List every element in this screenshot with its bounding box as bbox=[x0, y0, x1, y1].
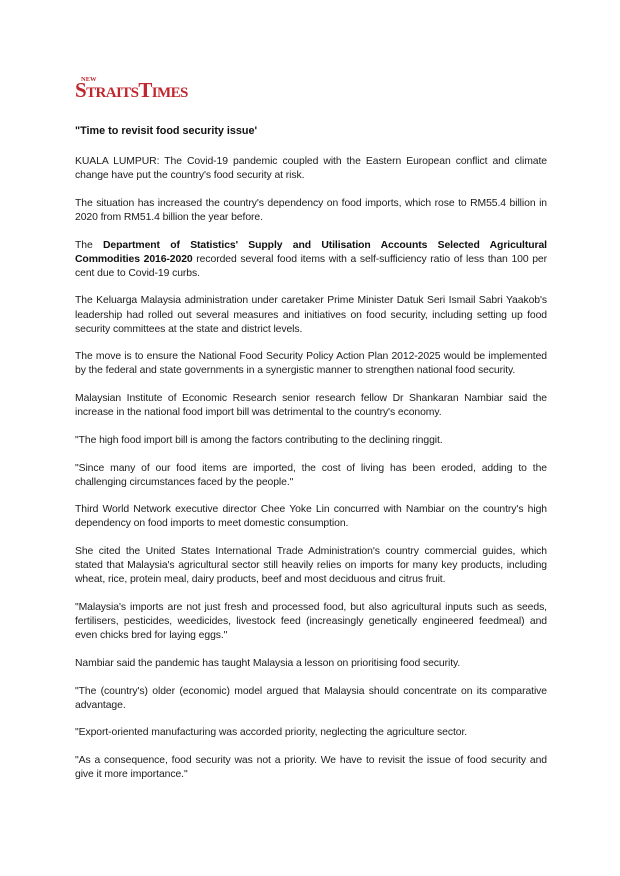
paragraph: "The high food import bill is among the factors contributing to the declining ringgit. bbox=[75, 434, 443, 446]
paragraph: "Since many of our food items are imported, the cost of living has been eroded, adding to the challenging circumstances faced by the people." bbox=[75, 462, 547, 488]
paragraph: The Keluarga Malaysia administration under caretaker Prime Minister Datuk Seri Ismail Sabri Yaakob's leadership had rolled out several measures and initiatives on food security, including setting up food security committees at the state and district levels. bbox=[75, 295, 547, 335]
paragraph: The Department of Statistics' Supply and Utilisation Accounts Selected Agricultural Commodities 2016-2020 recorded several food items with a self-sufficiency ratio of less than 100 per cent due to Covid-19 curbs. bbox=[75, 239, 548, 279]
paragraph: KUALA LUMPUR: The Covid-19 pandemic coupled with the Eastern European conflict and climate change have put the country's food security at risk. bbox=[75, 156, 547, 182]
paragraph: Malaysian Institute of Economic Research senior research fellow Dr Shankaran Nambiar said the increase in the national food import bill was detrimental to the country's economy. bbox=[75, 393, 547, 419]
article-headline: "Time to revisit food security issue' bbox=[75, 125, 258, 137]
article-body bbox=[75, 155, 547, 782]
bold-report-title: Department of Statistics' Supply and Utilisation Accounts Selected Agricultural Commodities 2016-2020 bbox=[75, 239, 547, 265]
logo-new-text: NEW bbox=[81, 76, 97, 83]
paragraph: "Malaysia's imports are not just fresh and processed food, but also agricultural inputs such as seeds, fertilisers, pesticides, weedicides, livestock feed (increasingly genetically engineered feedmeal) and even chicks bred for laying eggs." bbox=[75, 602, 547, 642]
document-page bbox=[75, 76, 547, 796]
paragraph: "As a consequence, food security was not a priority. We have to revisit the issue of food security and give it more importance." bbox=[75, 755, 547, 781]
new-straits-times-logo bbox=[75, 76, 195, 102]
paragraph: She cited the United States International Trade Administration's country commercial guides, which stated that Malaysia's agricultural sector still heavily relies on imports for many key products, including wheat, rice, protein meal, dairy products, beef and most deciduous and citrus fruit. bbox=[75, 546, 547, 586]
logo-wordmark: STRAITSTIMES bbox=[75, 78, 188, 102]
paragraph: Nambiar said the pandemic has taught Malaysia a lesson on prioritising food security. bbox=[75, 657, 461, 669]
paragraph: The situation has increased the country's dependency on food imports, which rose to RM55.4 billion in 2020 from RM51.4 billion the year before. bbox=[75, 197, 547, 223]
paragraph: "The (country's) older (economic) model argued that Malaysia should concentrate on its comparative advantage. bbox=[75, 685, 547, 711]
paragraph: The move is to ensure the National Food Security Policy Action Plan 2012-2025 would be implemented by the federal and state governments in a synergistic manner to strengthen national food security. bbox=[75, 351, 547, 377]
paragraph: "Export-oriented manufacturing was accorded priority, neglecting the agriculture sector. bbox=[75, 727, 468, 739]
paragraph: Third World Network executive director Chee Yoke Lin concurred with Nambiar on the country's high dependency on food imports to meet domestic consumption. bbox=[75, 504, 547, 530]
